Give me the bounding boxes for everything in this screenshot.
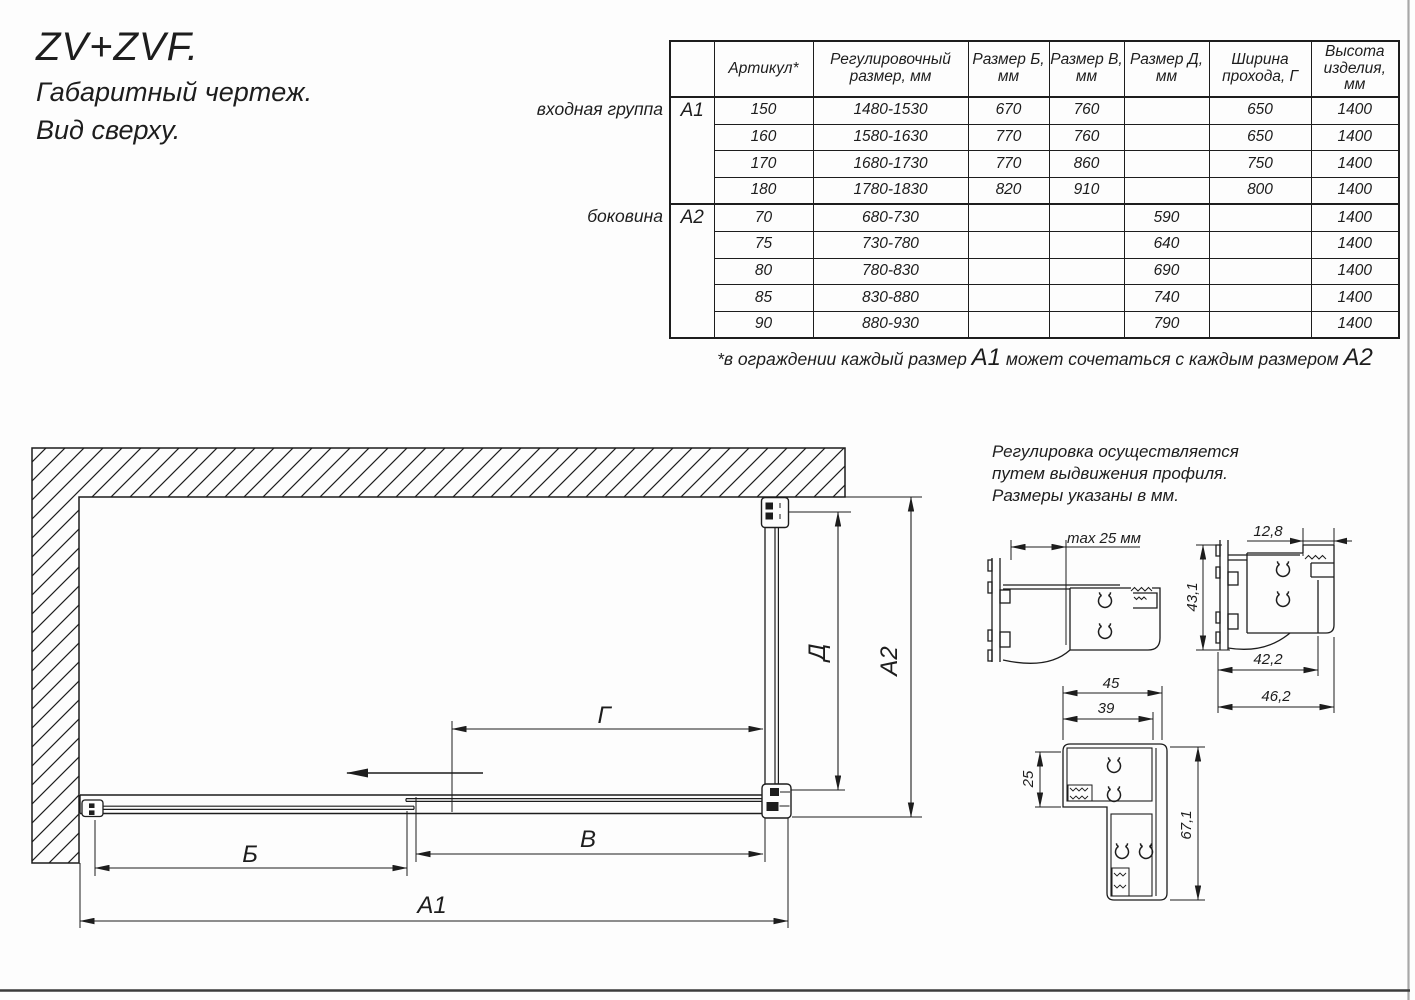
cell-art: 85 [714, 285, 813, 312]
adjustment-note [992, 441, 1239, 507]
table-row [670, 204, 1399, 231]
cell-g: 800 [1209, 177, 1311, 204]
cell-g: 650 [1209, 97, 1311, 124]
header-height: Высота изделия, мм [1311, 41, 1399, 97]
cell-art: 80 [714, 258, 813, 285]
cell-d [1124, 177, 1209, 204]
dim-label-a1: А1 [417, 892, 447, 919]
cell-reg: 1680-1730 [813, 151, 968, 178]
header-width-g: Ширина прохода, Г [1209, 41, 1311, 97]
profile-dim-max25: max 25 мм [1067, 530, 1141, 547]
cell-h: 1400 [1311, 258, 1399, 285]
profile-dim-46-2: 46,2 [1261, 688, 1291, 705]
cell-d: 790 [1124, 311, 1209, 338]
side-panel-glass [775, 519, 778, 784]
profile-dim-67-1: 67,1 [1178, 810, 1195, 840]
cell-h: 1400 [1311, 311, 1399, 338]
table-row [670, 124, 1399, 151]
cell-b [968, 285, 1049, 312]
size-table [669, 40, 1400, 339]
table-row [670, 258, 1399, 285]
cell-reg: 1780-1830 [813, 177, 968, 204]
cell-d: 690 [1124, 258, 1209, 285]
cell-g: 750 [1209, 151, 1311, 178]
plan-view [32, 448, 922, 928]
cell-reg: 880-930 [813, 311, 968, 338]
cell-v [1049, 204, 1124, 231]
cell-art: 90 [714, 311, 813, 338]
profile-section-3 [1020, 675, 1205, 900]
cell-h: 1400 [1311, 97, 1399, 124]
cell-v: 910 [1049, 177, 1124, 204]
profile-dim-42-2: 42,2 [1253, 651, 1283, 668]
cell-b [968, 311, 1049, 338]
cell-b: 770 [968, 124, 1049, 151]
footnote-prefix: *в ограждении каждый размер [717, 349, 972, 369]
footnote-a2: А2 [1343, 344, 1373, 371]
cell-h: 1400 [1311, 177, 1399, 204]
model-title: ZV+ZVF. [36, 25, 199, 69]
profile-dim-45: 45 [1102, 675, 1120, 692]
title-block [36, 22, 312, 148]
cell-d [1124, 97, 1209, 124]
extension-lines [80, 497, 922, 928]
table-row [670, 285, 1399, 312]
note-line-3: Размеры указаны в мм. [992, 486, 1179, 506]
note-line-1: Регулировка осуществляется [992, 442, 1239, 461]
profile-dim-25: 25 [1020, 770, 1037, 788]
fixed-panel-glass [102, 806, 414, 809]
cell-reg: 1580-1630 [813, 124, 968, 151]
cell-v [1049, 285, 1124, 312]
dim-label-v: В [579, 826, 597, 853]
dim-label-g: Г [597, 702, 611, 729]
profile-section-1 [988, 530, 1160, 663]
group-label-side: боковина [587, 206, 663, 226]
header-group [670, 41, 714, 97]
cell-reg: 1480-1530 [813, 97, 968, 124]
profile-dim-12-8: 12,8 [1253, 523, 1283, 540]
corner-bracket [762, 784, 791, 818]
cell-reg: 730-780 [813, 231, 968, 258]
cell-g: 650 [1209, 124, 1311, 151]
header-size-b: Размер Б, мм [968, 41, 1049, 97]
cell-d: 640 [1124, 231, 1209, 258]
cell-reg: 780-830 [813, 258, 968, 285]
profile-section-2 [1184, 523, 1352, 713]
cell-g [1209, 285, 1311, 312]
dim-label-b: Б [242, 841, 258, 868]
dim-label-a2: А2 [876, 646, 903, 676]
header-article: Артикул* [714, 41, 813, 97]
cell-b [968, 204, 1049, 231]
cell-h: 1400 [1311, 124, 1399, 151]
cell-b: 820 [968, 177, 1049, 204]
cell-art: 150 [714, 97, 813, 124]
cell-art: 70 [714, 204, 813, 231]
cell-g [1209, 311, 1311, 338]
cell-h: 1400 [1311, 285, 1399, 312]
profile-dim-43-1: 43,1 [1184, 582, 1201, 612]
cell-reg: 680-730 [813, 204, 968, 231]
table-row [670, 97, 1399, 124]
cell-b [968, 231, 1049, 258]
cell-reg: 830-880 [813, 285, 968, 312]
cell-d [1124, 124, 1209, 151]
cell-h: 1400 [1311, 151, 1399, 178]
wall-bracket-left [82, 800, 103, 817]
cell-art: 180 [714, 177, 813, 204]
table-row [670, 151, 1399, 178]
cell-d: 740 [1124, 285, 1209, 312]
table-row [670, 177, 1399, 204]
cell-b [968, 258, 1049, 285]
top-bracket [762, 498, 789, 528]
group-label-entrance: входная группа [536, 99, 663, 119]
group-code-a1: А1 [670, 97, 714, 204]
cell-art: 160 [714, 124, 813, 151]
cell-art: 170 [714, 151, 813, 178]
cell-v: 860 [1049, 151, 1124, 178]
cell-d [1124, 151, 1209, 178]
table-footnote [700, 346, 1390, 370]
drawing-type: Габаритный чертеж. [36, 77, 313, 107]
footnote-middle: может сочетаться с каждым размером [1001, 349, 1344, 369]
cell-v: 760 [1049, 97, 1124, 124]
cell-d: 590 [1124, 204, 1209, 231]
group-code-a2: А2 [670, 204, 714, 338]
note-line-2: путем выдвижения профиля. [992, 464, 1228, 484]
cell-v [1049, 231, 1124, 258]
profile-dim-39: 39 [1097, 700, 1115, 717]
table-row [670, 231, 1399, 258]
cell-g [1209, 231, 1311, 258]
view-type: Вид сверху. [36, 114, 181, 145]
wall-hatch [32, 448, 845, 863]
dim-label-d: Д [804, 643, 831, 661]
header-size-v: Размер В, мм [1049, 41, 1124, 97]
sliding-door-glass [406, 799, 763, 802]
cell-art: 75 [714, 231, 813, 258]
header-size-d: Размер Д, мм [1124, 41, 1209, 97]
header-reg-size: Регулировочный размер, мм [813, 41, 968, 97]
cell-b: 770 [968, 151, 1049, 178]
cell-b: 670 [968, 97, 1049, 124]
table-row [670, 311, 1399, 338]
cell-v [1049, 258, 1124, 285]
cell-v: 760 [1049, 124, 1124, 151]
cell-g [1209, 204, 1311, 231]
footnote-a1: А1 [971, 344, 1002, 371]
cell-v [1049, 311, 1124, 338]
cell-h: 1400 [1311, 231, 1399, 258]
table-header-row [670, 41, 1399, 97]
cell-h: 1400 [1311, 204, 1399, 231]
cell-g [1209, 258, 1311, 285]
